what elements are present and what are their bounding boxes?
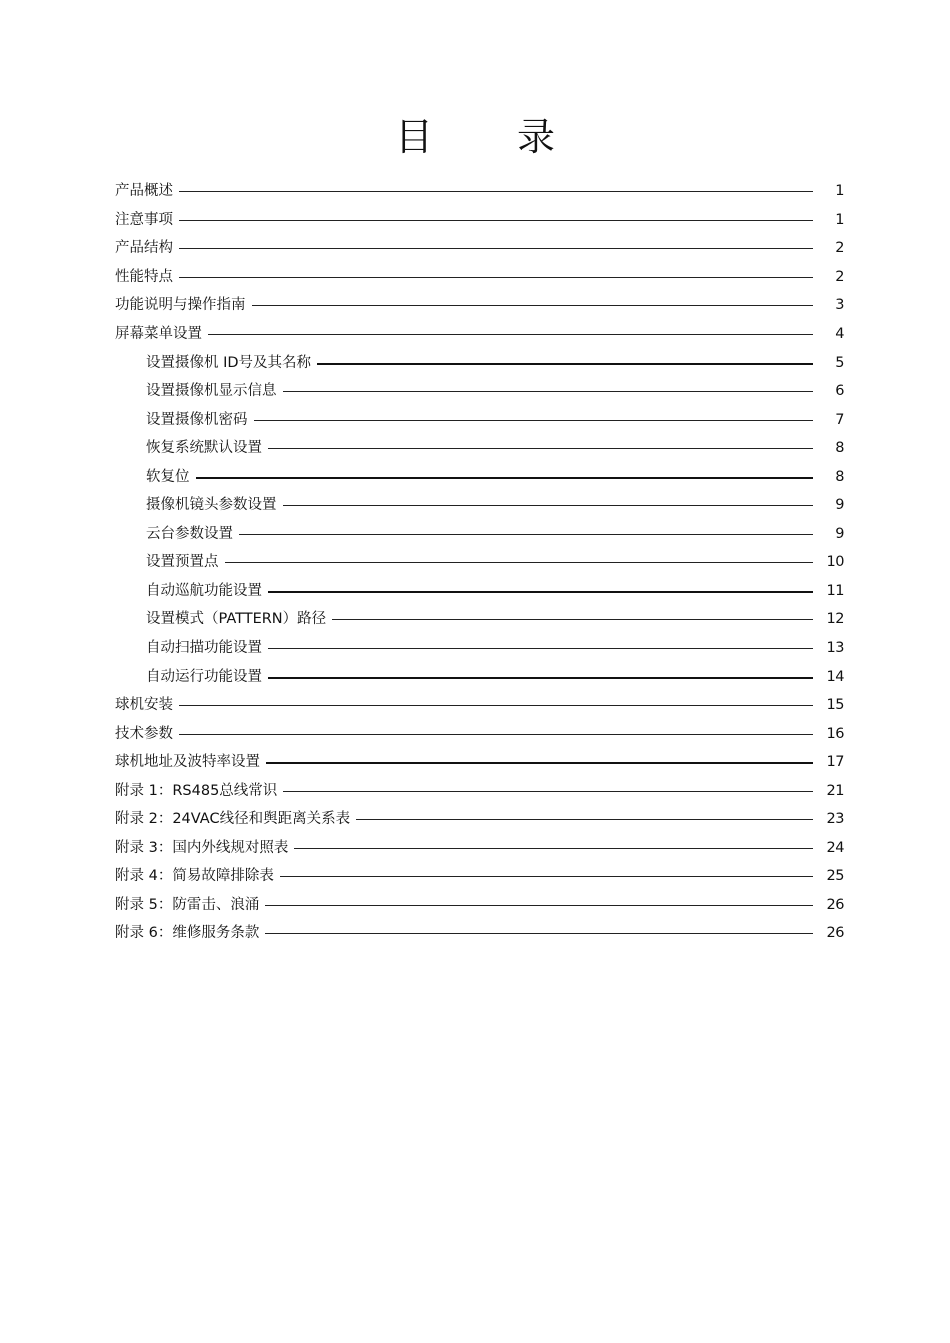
toc-entry[interactable] bbox=[0, 634, 950, 663]
toc-page-number: 8 bbox=[835, 440, 844, 457]
table-of-contents bbox=[0, 177, 950, 948]
toc-page-number: 14 bbox=[826, 668, 844, 685]
toc-page-number: 1 bbox=[835, 211, 844, 228]
toc-page-number: 23 bbox=[826, 811, 844, 828]
toc-entry-label: 摄像机镜头参数设置 bbox=[146, 497, 277, 514]
toc-entry[interactable] bbox=[0, 234, 950, 263]
toc-entry-label: 自动扫描功能设置 bbox=[146, 640, 262, 657]
toc-leader-line bbox=[265, 933, 813, 934]
toc-page-number: 10 bbox=[826, 554, 844, 571]
toc-entry[interactable] bbox=[0, 662, 950, 691]
toc-entry[interactable] bbox=[0, 605, 950, 634]
toc-entry[interactable] bbox=[0, 548, 950, 577]
toc-entry[interactable] bbox=[0, 805, 950, 834]
toc-leader-line bbox=[283, 505, 813, 506]
toc-entry-label: 球机安装 bbox=[115, 697, 173, 714]
toc-leader-line bbox=[268, 648, 813, 649]
toc-entry[interactable] bbox=[0, 891, 950, 920]
toc-page-number: 7 bbox=[835, 411, 844, 428]
toc-leader-line bbox=[239, 534, 813, 535]
toc-entry-label: 设置预置点 bbox=[146, 554, 219, 571]
toc-entry-label: 设置摄像机 ID号及其名称 bbox=[146, 354, 312, 371]
toc-leader-line bbox=[268, 677, 813, 679]
toc-leader-line bbox=[332, 619, 813, 620]
toc-leader-line bbox=[179, 191, 813, 192]
toc-entry-label: 附录 3：国内外线规对照表 bbox=[115, 839, 289, 856]
toc-entry[interactable] bbox=[0, 834, 950, 863]
toc-entry-label: 附录 6：维修服务条款 bbox=[115, 925, 260, 942]
toc-entry-label: 云台参数设置 bbox=[146, 525, 233, 542]
toc-leader-line bbox=[268, 591, 813, 593]
toc-entry[interactable] bbox=[0, 405, 950, 434]
toc-entry-label: 附录 4：简易故障排除表 bbox=[115, 868, 274, 885]
toc-entry-label: 技术参数 bbox=[115, 725, 173, 742]
toc-entry[interactable] bbox=[0, 377, 950, 406]
toc-leader-line bbox=[268, 448, 813, 449]
toc-entry[interactable] bbox=[0, 491, 950, 520]
toc-entry[interactable] bbox=[0, 520, 950, 549]
toc-entry-label: 屏幕菜单设置 bbox=[115, 326, 202, 342]
toc-entry[interactable] bbox=[0, 719, 950, 748]
toc-entry-label: 附录 5：防雷击、浪涌 bbox=[115, 896, 260, 913]
toc-leader-line bbox=[356, 819, 813, 820]
toc-leader-line bbox=[179, 248, 813, 249]
toc-page-number: 4 bbox=[835, 326, 844, 342]
toc-leader-line bbox=[179, 220, 813, 221]
toc-page-number: 26 bbox=[826, 896, 844, 913]
toc-page-number: 15 bbox=[826, 697, 844, 714]
toc-entry-label: 设置模式（PATTERN）路径 bbox=[146, 611, 327, 628]
toc-leader-line bbox=[179, 705, 813, 706]
toc-entry[interactable] bbox=[0, 206, 950, 235]
toc-entry-label: 软复位 bbox=[146, 468, 190, 485]
toc-leader-line bbox=[225, 562, 813, 563]
toc-entry-label: 产品结构 bbox=[115, 240, 173, 257]
toc-page-number: 2 bbox=[835, 268, 844, 285]
toc-entry[interactable] bbox=[0, 348, 950, 377]
toc-entry-label: 注意事项 bbox=[115, 211, 173, 228]
toc-page-number: 2 bbox=[835, 240, 844, 257]
toc-leader-line bbox=[252, 305, 813, 306]
toc-entry[interactable] bbox=[0, 776, 950, 805]
toc-entry-label: 附录 2：24VAC线径和舆距离关系表 bbox=[115, 811, 351, 828]
toc-page-number: 24 bbox=[826, 839, 844, 856]
toc-entry-label: 自动巡航功能设置 bbox=[146, 582, 262, 599]
toc-page-number: 12 bbox=[826, 611, 844, 628]
toc-leader-line bbox=[265, 905, 813, 906]
toc-entry-label: 功能说明与操作指南 bbox=[115, 297, 246, 314]
toc-page-number: 17 bbox=[826, 754, 844, 771]
toc-leader-line bbox=[294, 848, 813, 849]
toc-page-number: 9 bbox=[835, 525, 844, 542]
toc-page-number: 13 bbox=[826, 640, 844, 657]
toc-entry-label: 产品概述 bbox=[115, 183, 173, 200]
toc-leader-line bbox=[179, 277, 813, 278]
page-title: 目 录 bbox=[394, 115, 592, 159]
toc-leader-line bbox=[196, 477, 813, 479]
toc-page-number: 5 bbox=[835, 354, 844, 371]
toc-entry[interactable] bbox=[0, 577, 950, 606]
toc-leader-line bbox=[254, 420, 813, 421]
toc-entry[interactable] bbox=[0, 691, 950, 720]
toc-page-number: 6 bbox=[835, 383, 844, 400]
toc-leader-line bbox=[208, 334, 813, 335]
toc-leader-line bbox=[283, 391, 813, 392]
toc-entry[interactable] bbox=[0, 462, 950, 491]
toc-leader-line bbox=[266, 762, 813, 764]
toc-entry-label: 设置摄像机显示信息 bbox=[146, 383, 277, 400]
toc-page-number: 21 bbox=[826, 782, 844, 799]
toc-entry[interactable] bbox=[0, 177, 950, 206]
toc-entry[interactable] bbox=[0, 291, 950, 320]
toc-leader-line bbox=[283, 791, 813, 792]
toc-entry-label: 自动运行功能设置 bbox=[146, 668, 262, 685]
toc-page-number: 9 bbox=[835, 497, 844, 514]
toc-page-number: 1 bbox=[835, 183, 844, 200]
toc-page-number: 3 bbox=[835, 297, 844, 314]
toc-entry-label: 球机地址及波特率设置 bbox=[115, 754, 260, 771]
toc-entry[interactable] bbox=[0, 862, 950, 891]
toc-page-number: 25 bbox=[826, 868, 844, 885]
toc-entry-label: 性能特点 bbox=[115, 268, 173, 285]
toc-entry-label: 恢复系统默认设置 bbox=[146, 440, 262, 457]
toc-entry[interactable] bbox=[0, 434, 950, 463]
toc-page-number: 16 bbox=[826, 725, 844, 742]
toc-entry[interactable] bbox=[0, 919, 950, 948]
toc-page-number: 11 bbox=[826, 582, 844, 599]
toc-entry[interactable] bbox=[0, 320, 950, 349]
toc-entry-label: 设置摄像机密码 bbox=[146, 411, 248, 428]
toc-leader-line bbox=[280, 876, 813, 877]
toc-page-number: 8 bbox=[835, 468, 844, 485]
toc-entry-label: 附录 1：RS485总线常识 bbox=[115, 782, 278, 799]
toc-leader-line bbox=[179, 734, 813, 735]
toc-entry[interactable] bbox=[0, 748, 950, 777]
toc-leader-line bbox=[317, 363, 813, 365]
toc-entry[interactable] bbox=[0, 263, 950, 292]
toc-page-number: 26 bbox=[826, 925, 844, 942]
